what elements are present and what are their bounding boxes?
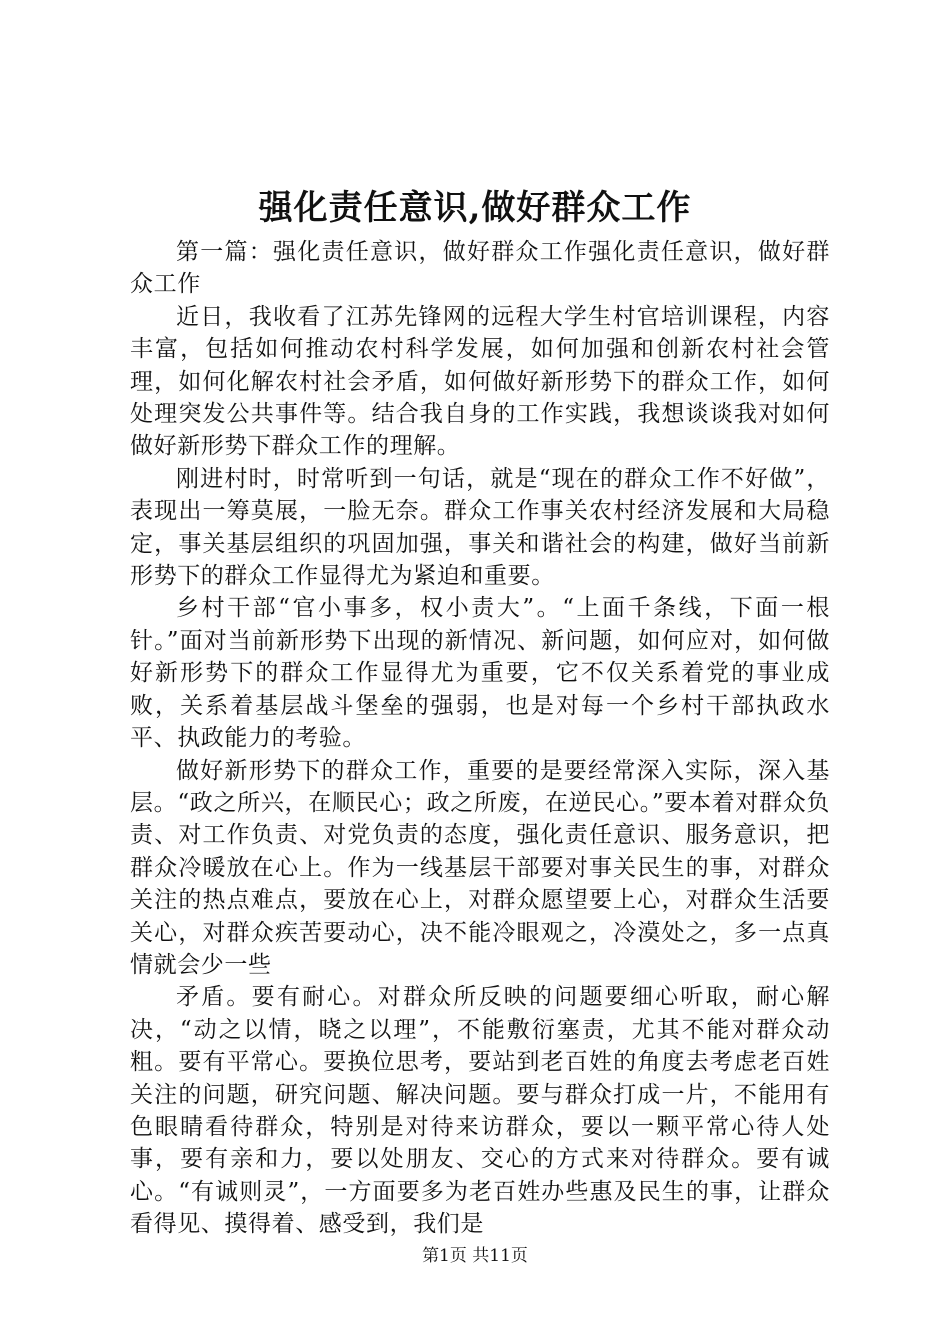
paragraph-1: 第一篇：强化责任意识，做好群众工作强化责任意识，做好群众工作 <box>130 239 830 298</box>
document-body <box>130 236 830 1241</box>
paragraph-3: 刚进村时，时常听到一句话，就是“现在的群众工作不好做”，表现出一筹莫展，一脸无奈。群众工作事关农村经济发展和大局稳定，事关基层组织的巩固加强，事关和谐社会的构建，做好当前新形势下的群众工作显得尤为紧迫和重要。 <box>130 465 830 590</box>
paragraph-2: 近日，我收看了江苏先锋网的远程大学生村官培训课程，内容丰富，包括如何推动农村科学发展，如何加强和创新农村社会管理，如何化解农村社会矛盾，如何做好新形势下的群众工作，如何处理突发公共事件等。结合我自身的工作实践，我想谈谈我对如何做好新形势下群众工作的理解。 <box>130 303 830 460</box>
paragraph-4: 乡村干部“官小事多，权小责大”。“上面千条线，下面一根针。”面对当前新形势下出现的新情况、新问题，如何应对，如何做好新形势下的群众工作显得尤为重要，它不仅关系着党的事业成败，关系着基层战斗堡垒的强弱，也是对每一个乡村干部执政水平、执政能力的考验。 <box>130 595 830 752</box>
document-title: 强化责任意识,做好群众工作 <box>258 188 692 228</box>
paragraph-6: 矛盾。要有耐心。对群众所反映的问题要细心听取，耐心解决，“动之以情，晓之以理”，不能敷衍塞责，尤其不能对群众动粗。要有平常心。要换位思考，要站到老百姓的角度去考虑老百姓关注的问题，研究问题、解决问题。要与群众打成一片，不能用有色眼睛看待群众，特别是对待来访群众，要以一颗平常心待人处事，要有亲和力，要以处朋友、交心的方式来对待群众。要有诚心。“有诚则灵”，一方面要多为老百姓办些惠及民生的事，让群众看得见、摸得着、感受到，我们是 <box>130 984 830 1238</box>
page-number-footer: 第1页 共11页 <box>422 1246 528 1266</box>
paragraph-5: 做好新形势下的群众工作，重要的是要经常深入实际，深入基层。“政之所兴，在顺民心；政之所废，在逆民心。”要本着对群众负责、对工作负责、对党负责的态度，强化责任意识、服务意识，把群众冷暖放在心上。作为一线基层干部要对事关民生的事，对群众关注的热点难点，要放在心上，对群众愿望要上心，对群众生活要关心，对群众疾苦要动心，决不能冷眼观之，冷漠处之，多一点真情就会少一些 <box>130 757 830 978</box>
